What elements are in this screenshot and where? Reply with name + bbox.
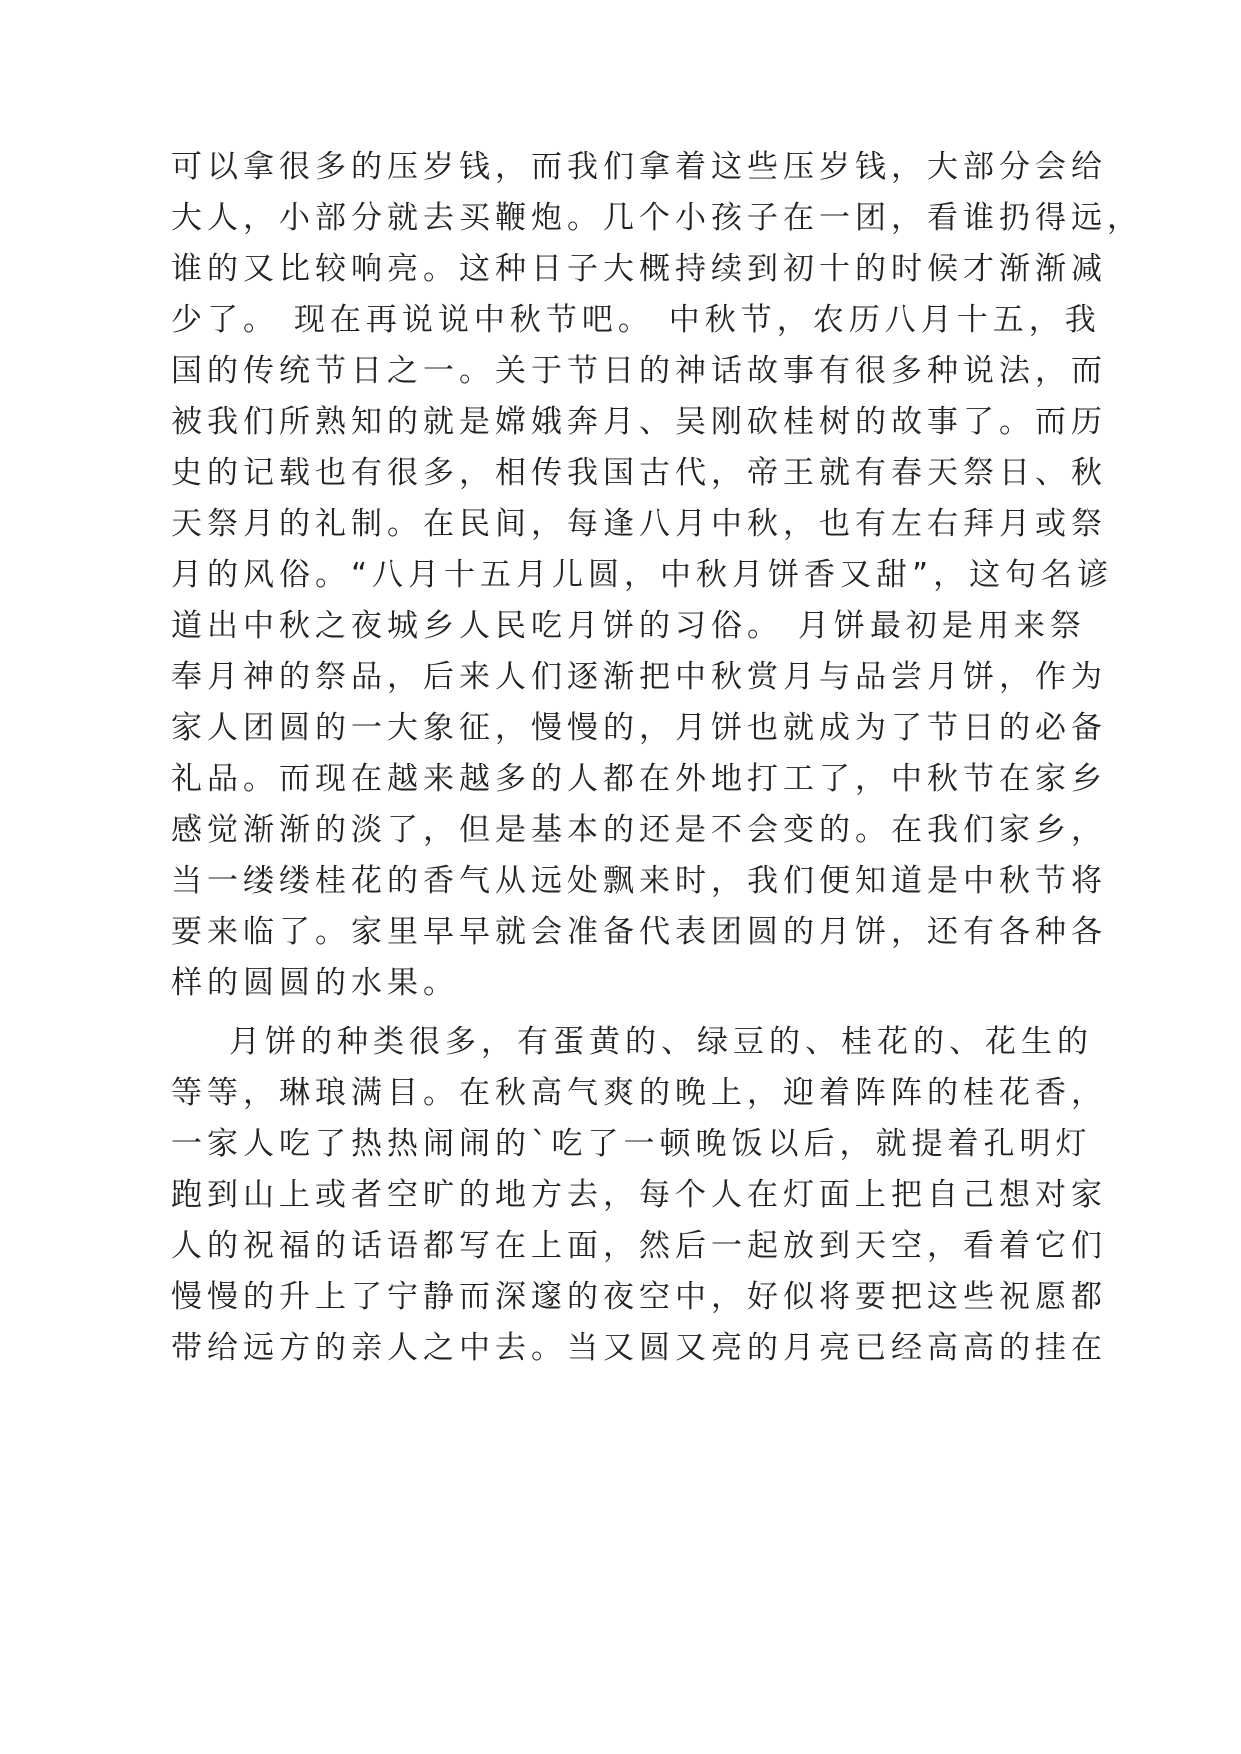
paragraph-spacing <box>171 1009 951 1017</box>
text-line-indented: 月饼的种类很多，有蛋黄的、绿豆的、桂花的、花生的 <box>229 1024 1093 1060</box>
text-line: 奉月神的祭品，后来人们逐渐把中秋赏月与品尝月饼，作为 <box>171 659 1107 695</box>
paragraph-2 <box>171 1017 1107 1374</box>
text-line: 史的记载也有很多，相传我国古代，帝王就有春天祭日、秋 <box>171 455 1107 491</box>
text-line: 可以拿很多的压岁钱，而我们拿着这些压岁钱，大部分会给 <box>171 149 1107 185</box>
text-line: 天祭月的礼制。在民间，每逢八月中秋，也有左右拜月或祭 <box>171 506 1107 542</box>
text-line: 家人团圆的一大象征，慢慢的，月饼也就成为了节日的必备 <box>171 710 1107 746</box>
text-line: 慢慢的升上了宁静而深邃的夜空中，好似将要把这些祝愿都 <box>171 1279 1107 1315</box>
text-line: 国的传统节日之一。关于节日的神话故事有很多种说法，而 <box>171 353 1107 389</box>
paragraph-1 <box>171 142 1143 1009</box>
text-line: 道出中秋之夜城乡人民吃月饼的习俗。 月饼最初是用来祭 <box>171 608 1086 644</box>
text-line: 当一缕缕桂花的香气从远处飘来时，我们便知道是中秋节将 <box>171 863 1107 899</box>
text-line: 带给远方的亲人之中去。当又圆又亮的月亮已经高高的挂在 <box>171 1330 1107 1366</box>
text-line: 一家人吃了热热闹闹的`吃了一顿晚饭以后，就提着孔明灯 <box>171 1126 1092 1162</box>
text-line: 等等，琳琅满目。在秋高气爽的晚上，迎着阵阵的桂花香， <box>171 1075 1107 1111</box>
text-line: 被我们所熟知的就是嫦娥奔月、吴刚砍桂树的故事了。而历 <box>171 404 1107 440</box>
text-line: 样的圆圆的水果。 <box>171 965 459 1001</box>
text-line: 礼品。而现在越来越多的人都在外地打工了，中秋节在家乡 <box>171 761 1107 797</box>
text-line: 谁的又比较响亮。这种日子大概持续到初十的时候才渐渐减 <box>171 251 1107 287</box>
text-line: 月的风俗。“八月十五月儿圆，中秋月饼香又甜”，这句名谚 <box>171 557 1114 593</box>
text-line: 人的祝福的话语都写在上面，然后一起放到天空，看着它们 <box>171 1228 1107 1264</box>
text-line: 跑到山上或者空旷的地方去，每个人在灯面上把自己想对家 <box>171 1177 1107 1213</box>
body-text <box>171 142 1143 1374</box>
text-line: 少了。 现在再说说中秋节吧。 中秋节，农历八月十五，我 <box>171 302 1101 338</box>
text-line: 感觉渐渐的淡了，但是基本的还是不会变的。在我们家乡， <box>171 812 1107 848</box>
text-line: 大人，小部分就去买鞭炮。几个小孩子在一团，看谁扔得远， <box>171 200 1143 236</box>
text-line: 要来临了。家里早早就会准备代表团圆的月饼，还有各种各 <box>171 914 1107 950</box>
